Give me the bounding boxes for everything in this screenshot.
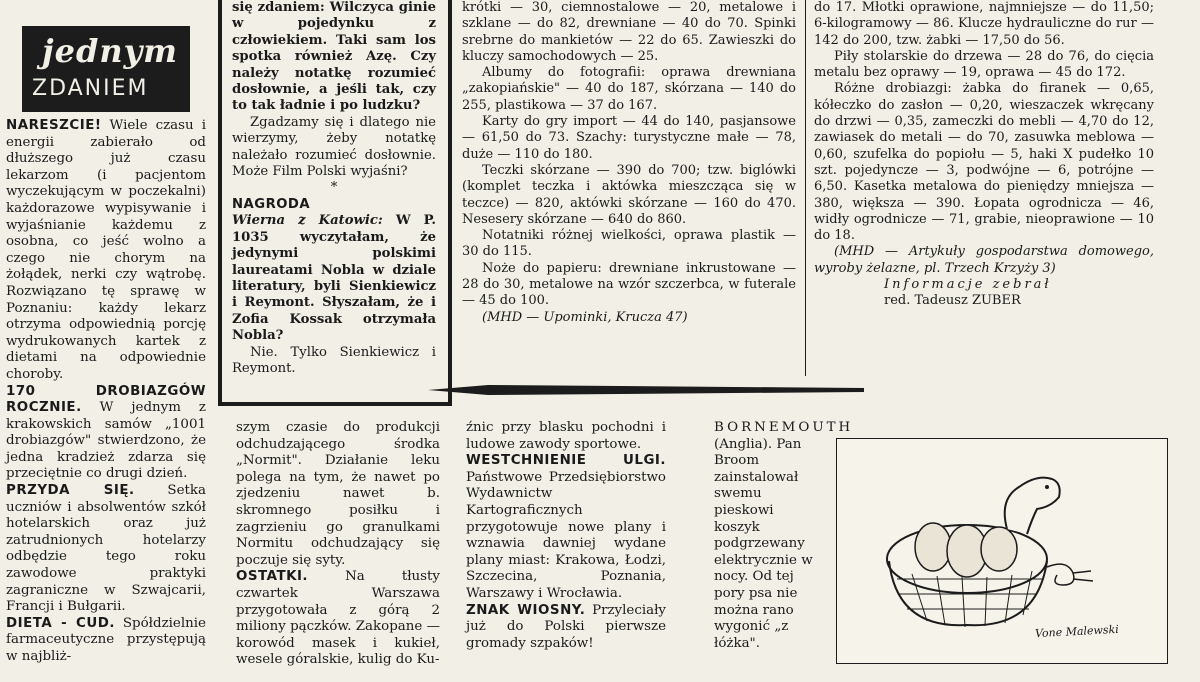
column-3 — [462, 0, 796, 326]
news-item — [6, 118, 206, 384]
news-item — [236, 569, 440, 669]
price-paragraph: Albumy do fotografii: oprawa drewniana „zakopiańskie" — 40 do 187, skórzana — 140 do 255, plastikowa — 37 do 167. — [462, 65, 796, 113]
news-item — [6, 384, 206, 484]
item-text: W jednym z krakowskich samów „1001 drobiazgów" stwierdzono, że jedna kradzież zdarza się przeciętnie co drugi dzień. — [6, 400, 206, 482]
price-paragraph: do 17. Młotki oprawione, najmniejsze — do 11,50; 6-kilogramowy — 86. Klucze hydrauliczne do rur — 142 do 200, tzw. żabki — 17,50 do 56. — [814, 0, 1154, 48]
item-headline: ZNAK WIOSNY. — [466, 602, 586, 618]
item-text: Przyleciały już do Polski pierwsze gromady szpaków! — [466, 602, 666, 651]
item-headline: PRZYDA SIĘ. — [6, 483, 135, 499]
jednym-zdaniem-logo — [22, 26, 190, 112]
credit-author: red. Tadeusz ZUBER — [884, 293, 1021, 309]
price-paragraph: Różne drobiazgi: żabka do firanek — 0,65, kółeczko do zasłon — 0,20, wieszaczek wkręcany do drzwi — 0,35, zameczki do mebli — 4,70 do 12, zawiasek do metali — do 70, zasuwka meblowa — 0,60, szufelka do popiołu — 5, haki X pudełko 10 szt. pojedyncze — 3, podwójne — 6, potrójne — 6,50. Kasetka metalowa do pieniędzy mniejsza — 380, większa — 390. Łopata ogrodnicza — 46, widły ogrodnicze — 71, grabie, nieoprawione — 10 do 18. — [814, 81, 1154, 244]
item-text: Spółdzielnie farmaceutyczne przystępują w najbliż- — [6, 615, 206, 664]
separator-star: * — [330, 180, 338, 196]
item-headline: BORNEMOUTH — [714, 420, 854, 435]
bottom-column-4 — [714, 420, 854, 652]
reader-question-1: się zdaniem: Wilczyca ginie w pojedynku z człowiekiem. Taki sam los spotka również Azę. Czy należy notatkę rozumieć dosłownie, a jeśli tak, czy to tak ładnie i po ludzku? — [232, 0, 436, 114]
column-rule — [805, 0, 806, 376]
item-text: szym czasie do produkcji odchudzającego środka „Normit". Działanie leku polega na tym, że nawet po zjedzeniu nawet b. skromnego posiłku i zagrzieniu go granulkami Normitu odchudzający się poczuje się syty. — [236, 420, 440, 568]
arrow-divider — [428, 382, 864, 398]
source-note: (MHD — Artykuły gospodarstwa domowego, wyroby żelazne, pl. Trzech Krzyży 3) — [814, 244, 1154, 276]
news-item — [466, 603, 666, 653]
price-paragraph: Karty do gry import — 44 do 140, pasjansowe — 61,50 do 73. Szachy: turystyczne małe — 78, duże — 110 do 180. — [462, 114, 796, 162]
news-item — [6, 616, 206, 666]
item-headline: NARESZCIE! — [6, 118, 102, 133]
item-headline: 170 DROBIAZGÓW ROCZNIE. — [6, 383, 206, 416]
item-text: Na tłusty czwartek Warszawa przygotowała z górą 2 miliony pączków. Zakopane — korowód masek i kukieł, wesele góralskie, kulig do Ku- — [236, 569, 440, 668]
letter-headline: NAGRODA — [232, 196, 311, 212]
news-item — [714, 420, 854, 652]
price-paragraph: Notatniki różnej wielkości, oprawa plastik — 30 do 115. — [462, 228, 796, 260]
item-text: (Anglia). Pan Broom zainstalował swemu pieskowi koszyk podgrzewany elektrycznie w nocy. Od tej pory psa nie można rano wygonić „z łóżka". — [714, 436, 813, 651]
credit-line: Informacje zebrał — [884, 277, 1052, 293]
price-paragraph: krótki — 30, ciemnostalowe — 20, metalowe i szklane — do 82, drewniane — 40 do 70. Spinki srebrne do mankietów — 22 do 65. Zawieszki do kluczy samochodowych — 25. — [462, 0, 796, 64]
item-headline: DIETA - CUD. — [6, 615, 115, 631]
price-paragraph: Teczki skórzane — 390 do 700; tzw. biglówki (komplet teczka i aktówka mieszcząca się w teczce) — 820, aktówki skórzane — 160 do 470. Nesesery skórzane — 640 do 860. — [462, 162, 796, 227]
reader-signature: Wierna z Katowic: — [232, 213, 383, 229]
item-text: Wiele czasu i energii zabierało od dłuższego już czasu lekarzom (i pacjentom wyczekującym w poczekalni) każdorazowe wypisywanie i wyjaśnianie każdemu z osobna, co jeść wolno a czego nie chorym na żołądek, nerki czy wątrobę. Rozwiązano tę sprawę w Poznaniu: każdy lekarz otrzyma odpowiednią porcję wydrukowanych kartek z dietami na odpowiednie choroby. — [6, 118, 206, 382]
letters-box-content — [232, 0, 436, 377]
bottom-column-3 — [466, 420, 666, 652]
item-text: Państwowe Przedsiębiorstwo Wydawnictw Kartograficznych przygotowuje nowe plany i wznawia dawniej wydane plany miast: Krakowa, Łodzi, Szczecina, Poznania, Warszawy i Wrocławia. — [466, 469, 666, 601]
column-1 — [6, 118, 206, 666]
price-paragraph: Noże do papieru: drewniane inkrustowane — 28 do 30, metalowe na wzór szczerbca, w futerale — 45 do 100. — [462, 260, 796, 309]
letters-box — [218, 0, 452, 406]
news-item — [466, 420, 666, 453]
column-4 — [814, 0, 1154, 310]
editor-answer-2: Nie. Tylko Sienkiewicz i Reymont. — [232, 344, 436, 376]
news-item — [466, 453, 666, 602]
news-item — [6, 483, 206, 616]
item-headline: WESTCHNIENIE ULGI. — [466, 453, 666, 469]
editor-answer-1: Zgadzamy się i dlatego nie wierzymy, żeby notatkę należało rozumieć dosłownie. Może Film Polski wyjaśni? — [232, 114, 436, 180]
logo-line-2: ZDANIEM — [32, 76, 149, 101]
source-note: (MHD — Upominki, Krucza 47) — [482, 309, 688, 325]
logo-line-1: jednym — [42, 32, 179, 70]
reader-question-2 — [232, 213, 436, 344]
cartoon-signature: Vone Malewski — [1034, 622, 1120, 641]
price-paragraph: Piły stolarskie do drzewa — 28 do 76, do cięcia metalu bez oprawy — 19, oprawa — 45 do 172. — [814, 48, 1154, 81]
item-headline: OSTATKI. — [236, 569, 309, 585]
bottom-column-2 — [236, 420, 440, 669]
question-text: W P. 1035 wyczytałam, że jedynymi polskimi laureatami Nobla w dziale literatury, byli Sienkiewicz i Reymont. Słyszałam, że i Zofia Kossak otrzymała Nobla? — [232, 213, 436, 344]
cartoon-illustration — [836, 438, 1168, 664]
item-text: Setka uczniów i absolwentów szkół hotelarskich oraz już zatrudnionych hotelarzy odbędzie tego roku zawodowe praktyki zagraniczne w Szwajcarii, Francji i Bułgarii. — [6, 483, 206, 615]
news-item — [236, 420, 440, 569]
item-text: źnic przy blasku pochodni i ludowe zawody sportowe. — [466, 420, 666, 452]
